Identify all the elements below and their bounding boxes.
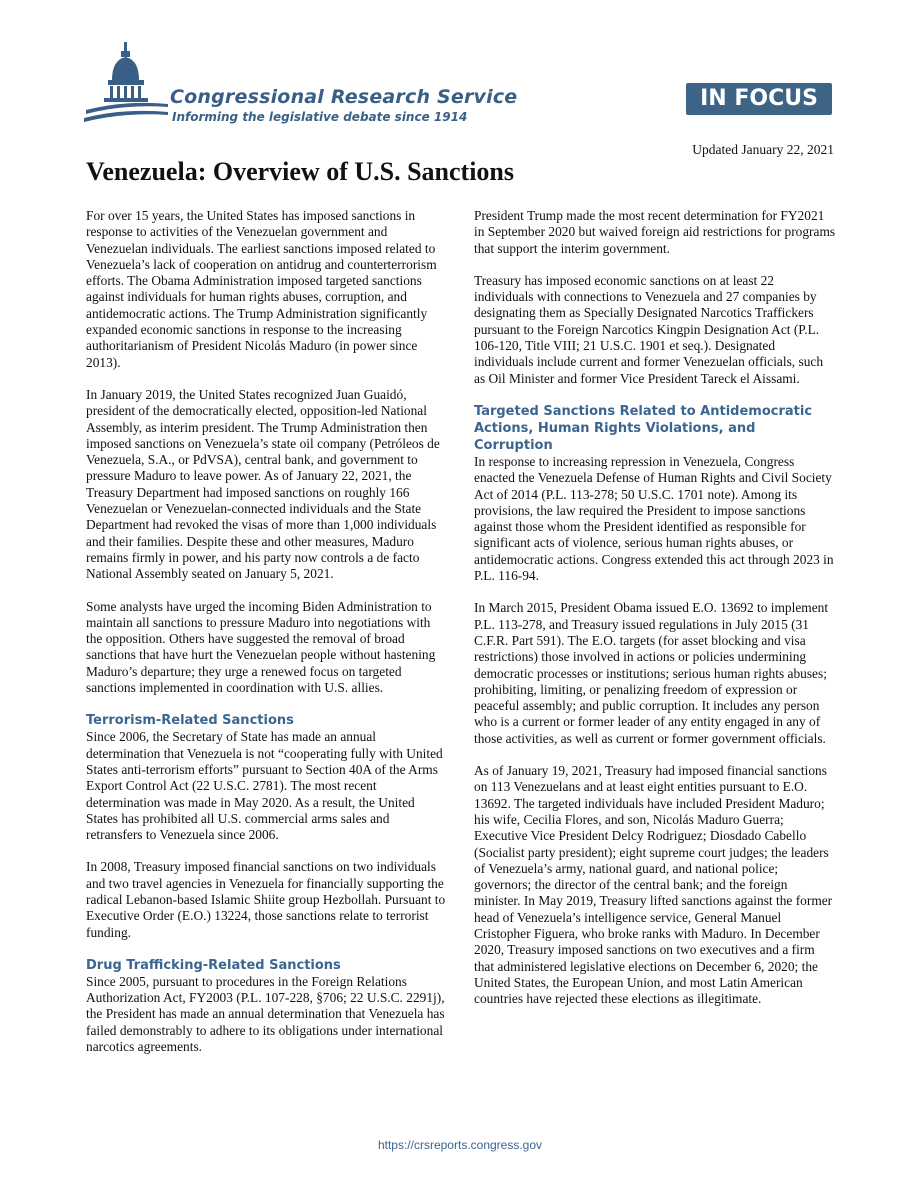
org-tagline: Informing the legislative debate since 1914 — [172, 110, 468, 124]
paragraph: In 2008, Treasury imposed financial sanctions on two individuals and two travel agencies in Venezuela for financially supporting the radical Lebanon-based Islamic Shiite group Hezbollah. Pursuant to Executive Order (E.O.) 13224, those sanctions relate to terrorist funding. — [86, 859, 446, 940]
updated-date: Updated January 22, 2021 — [692, 142, 834, 157]
capitol-dome-icon — [84, 40, 168, 124]
section-heading-terrorism: Terrorism-Related Sanctions — [86, 713, 294, 729]
section-heading-targeted-sanctions: Targeted Sanctions Related to Antidemocratic Actions, Human Rights Violations, and Corruption — [474, 403, 813, 453]
paragraph: President Trump made the most recent determination for FY2021 in September 2020 but waived foreign aid restrictions for programs that support the interim government. — [474, 208, 836, 256]
left-column — [86, 208, 448, 1071]
right-column — [474, 208, 836, 1023]
paragraph: In March 2015, President Obama issued E.O. 13692 to implement P.L. 113-278, and Treasury issued regulations in July 2015 (31 C.F.R. Part 591). The E.O. targets (for asset blocking and visa restrictions) those involved in actions or policies undermining democratic processes or institutions; serious human rights abuses; prohibiting, limiting, or penalizing freedom of expression or peaceful assembly; and public corruption. It includes any person who is a current or former leader of any entity engaged in any of those activities, as well as current or former government officials. — [474, 600, 829, 746]
paragraph: Some analysts have urged the incoming Biden Administration to maintain all sanctions to pressure Maduro into negotiations with the opposition. Others have suggested the removal of broad sanctions that have hurt the Venezuelan people without hastening Maduro’s departure; they urge a renewed focus on targeted sanctions implemented in coordination with U.S. allies. — [86, 598, 436, 696]
paragraph: Treasury has imposed economic sanctions on at least 22 individuals with connections to Venezuela and 27 companies by designating them as Specially Designated Narcotics Traffickers pursuant to the Foreign Narcotics Kingpin Designation Act (P.L. 106-120, Title VIII; 21 U.S.C. 1901 et seq.). Designated individuals include current and former Venezuelan officials, such as Oil Minister and former Vice President Tareck el Aissami. — [474, 272, 824, 386]
report-header — [0, 0, 920, 150]
section-heading-drug-trafficking: Drug Trafficking-Related Sanctions — [86, 957, 341, 973]
paragraph: In response to increasing repression in Venezuela, Congress enacted the Venezuela Defense of Human Rights and Civil Society Act of 2014 (P.L. 113-278; 50 U.S.C. 1701 note). Among its provisions, the law required the President to impose sanctions against those whom the President identified as responsible for significant acts of violence, serious human rights abuses, or antidemocratic actions. Congress extended this act through 2023 in P.L. 116-94. — [474, 453, 834, 584]
paragraph: Since 2006, the Secretary of State has made an annual determination that Venezuela is not “cooperating fully with United States anti-terrorism efforts” pursuant to Section 40A of the Arms Export Control Act (22 U.S.C. 2781). The most recent determination was made in May 2020. As a result, the United States has prohibited all U.S. commercial arms sales and retransfers to Venezuela since 2006. — [86, 729, 443, 843]
paragraph: Since 2005, pursuant to procedures in the Foreign Relations Authorization Act, FY2003 (P.L. 107-228, §706; 22 U.S.C. 2291j), the President has made an annual determination that Venezuela has failed demonstrably to adhere to its obligations under international narcotics agreements. — [86, 973, 445, 1055]
footer-link[interactable]: https://crsreports.congress.gov — [377, 1138, 543, 1152]
in-focus-badge: IN FOCUS — [686, 83, 832, 115]
org-name: Congressional Research Service — [170, 86, 518, 108]
paragraph: For over 15 years, the United States has imposed sanctions in response to activities of the Venezuelan government and Venezuelan individuals. The earliest sanctions imposed related to Venezuela’s lack of cooperation on antidrug and counterterrorism efforts. The Obama Administration imposed targeted sanctions against individuals for human rights abuses, corruption, and antidemocratic actions. The Trump Administration significantly expanded economic sanctions in response to the increasing authoritarianism of President Nicolás Maduro (in power since 2013). — [86, 208, 437, 370]
page-title: Venezuela: Overview of U.S. Sanctions — [86, 157, 515, 186]
paragraph: In January 2019, the United States recognized Juan Guaidó, president of the democratically elected, opposition-led National Assembly, as interim president. The Trump Administration then imposed sanctions on Venezuela’s state oil company (Petróleos de Venezuela, S.A., or PdVSA), central bank, and government to pressure Maduro to leave power. As of January 22, 2021, the Treasury Department had imposed sanctions on roughly 166 Venezuelan or Venezuelan-connected individuals and the State Department had revoked the visas of more than 1,000 individuals and their families. Despite these and other measures, Maduro remains firmly in power, and his party now controls a de facto National Assembly seated on January 5, 2021. — [86, 386, 440, 582]
paragraph: As of January 19, 2021, Treasury had imposed financial sanctions on 113 Venezuelans and at least eight entities pursuant to E.O. 13692. The targeted individuals have included President Maduro; his wife, Cecilia Flores, and son, Nicolás Maduro Guerra; Executive Vice President Delcy Rodriguez; Diosdado Cabello (Socialist party president); eight supreme court judges; the leaders of Venezuela’s army, national guard, and national police; governors; the director of the central bank; and the foreign minister. In May 2019, Treasury lifted sanctions against the former head of Venezuela’s intelligence service, General Manuel Cristopher Figuera, who broke ranks with Maduro. In December 2020, Treasury imposed sanctions on two executives and a firm that administered legislative elections on December 6, 2020; the United States, the European Union, and most Latin American countries have rejected these elections as illegitimate. — [474, 763, 833, 1007]
